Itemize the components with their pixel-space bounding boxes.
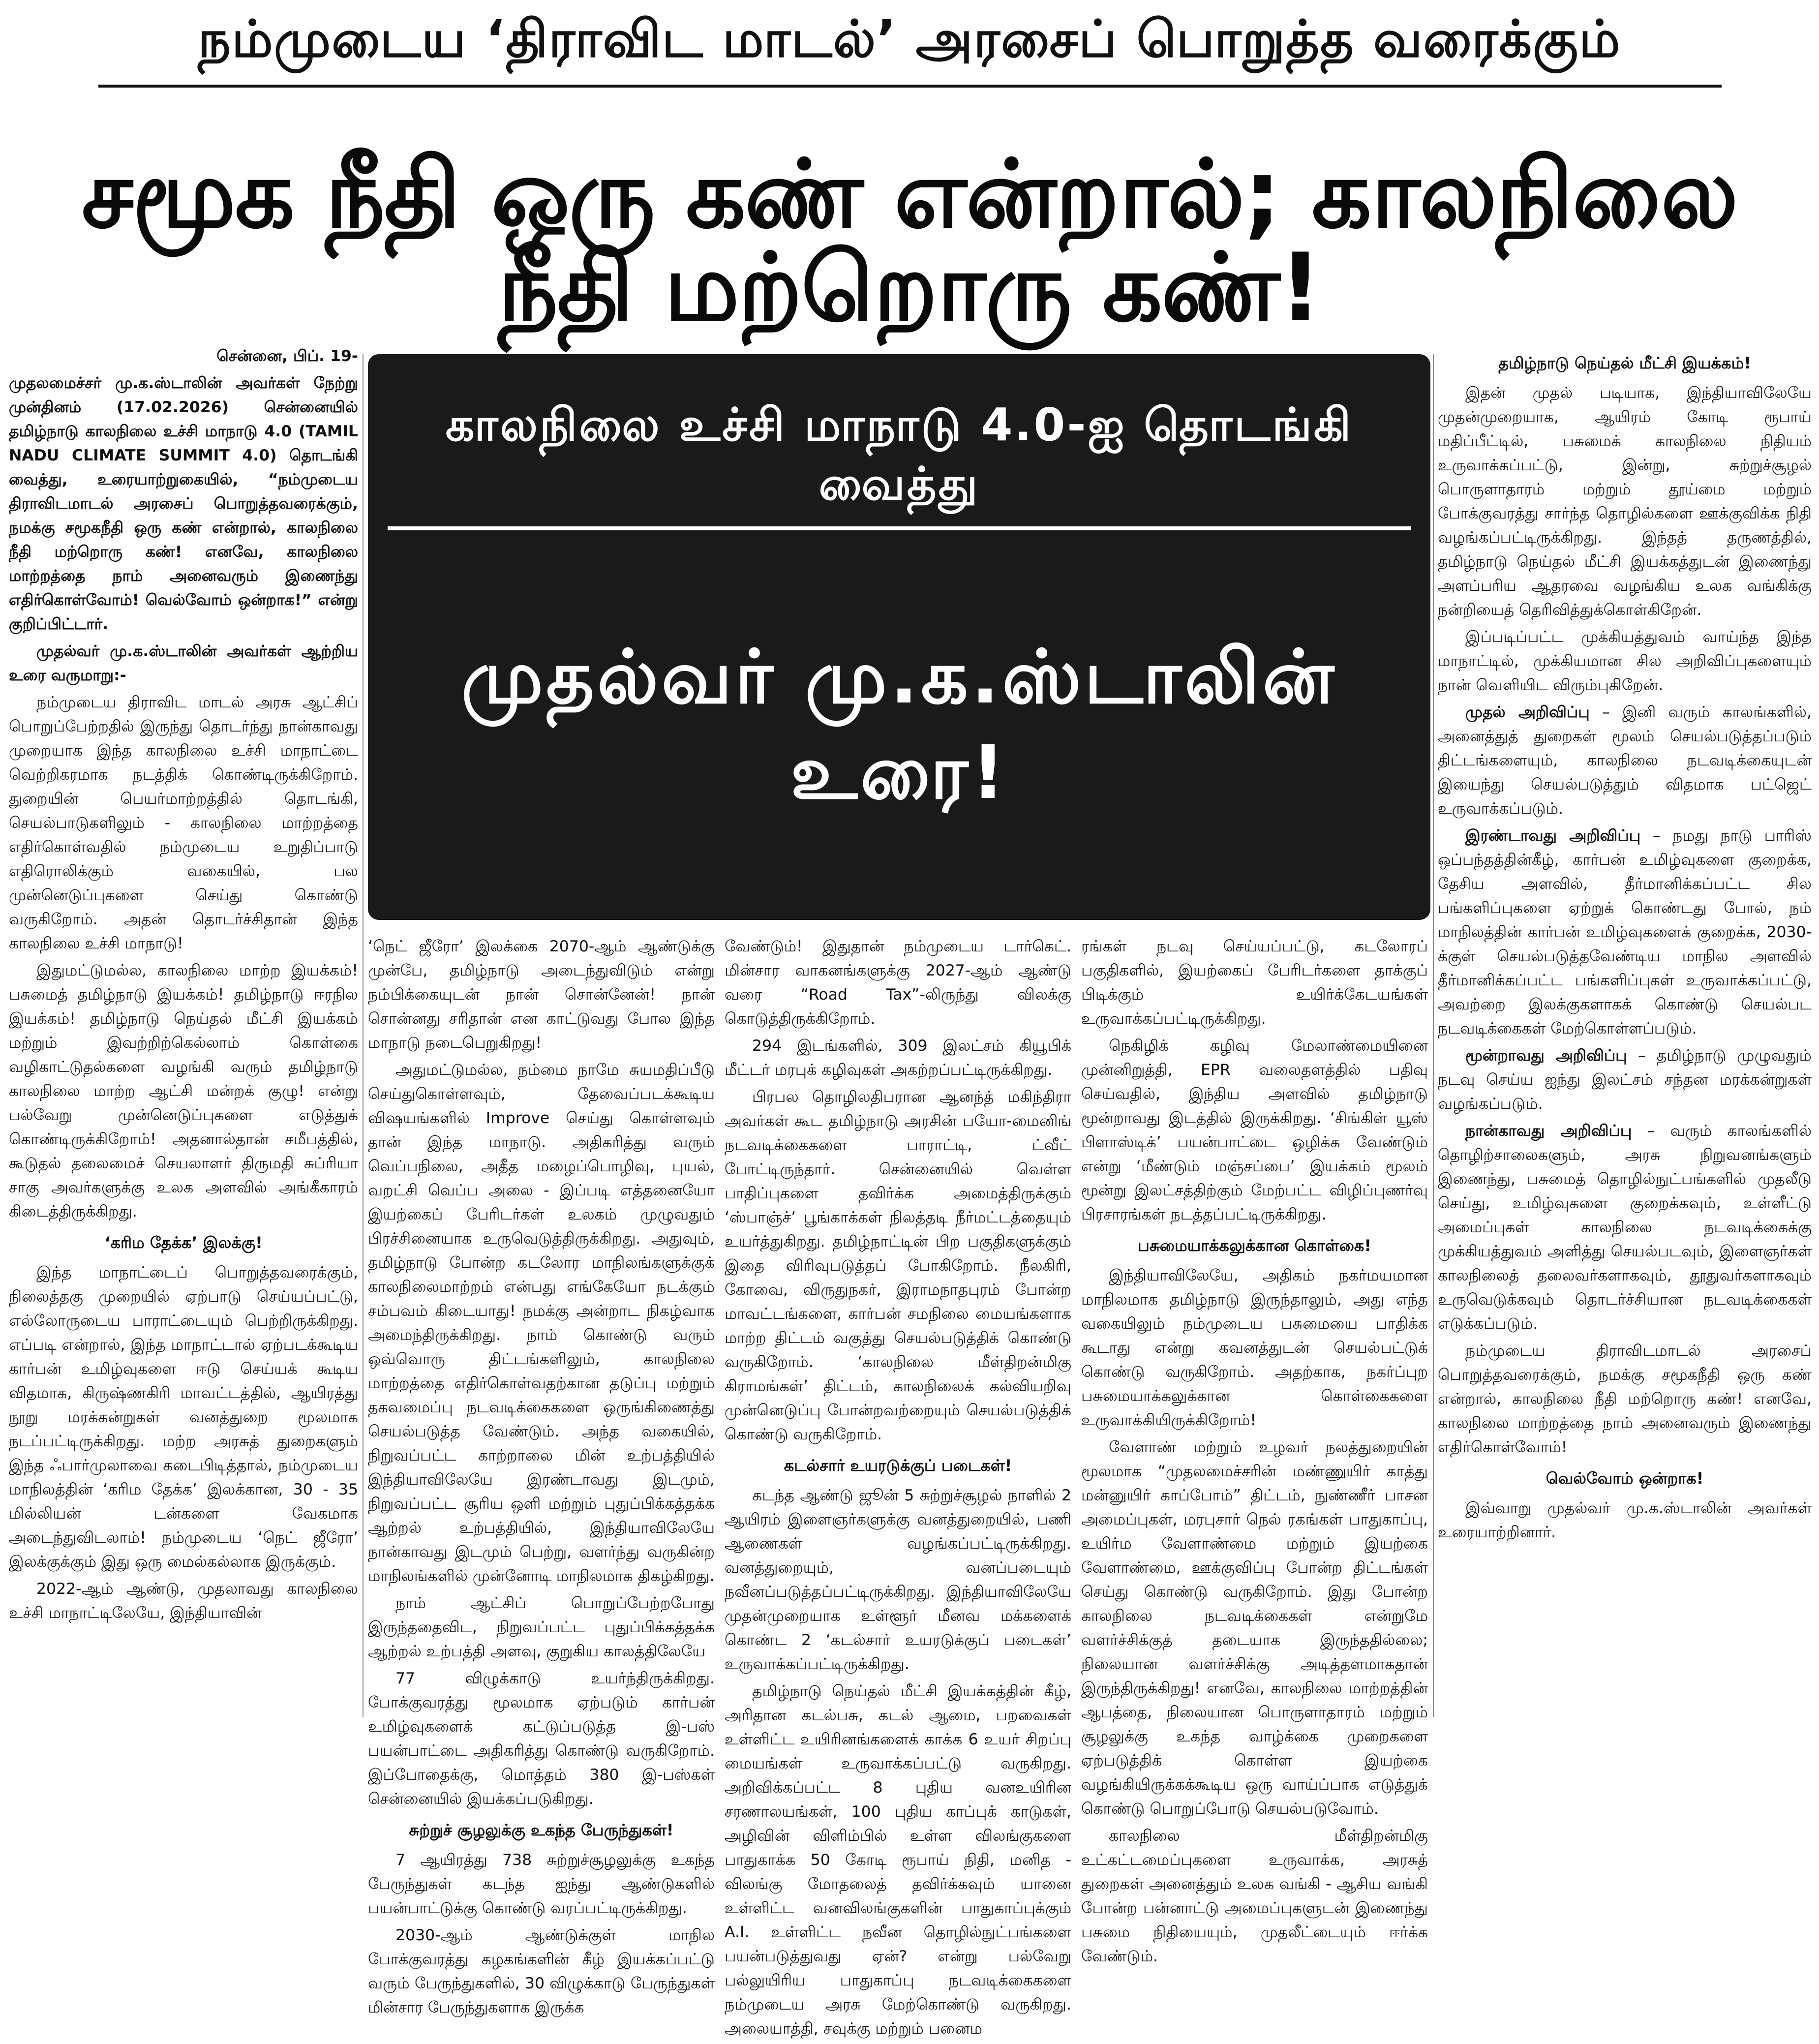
- paragraph: அதுமட்டுமல்ல, நம்மை நாமே சுயமதிப்பீடு செய்துகொள்ளவும், தேவைப்படக்கூடிய விஷயங்களில் Improve செய்து கொள்ளவும் தான் இந்த மாநாடு. அதிகரித்து வரும் வெப்பநிலை, அதீத மழைப்பொழிவு, புயல், வறட்சி வெப்ப அலை - இப்படி எத்தனையோ இயற்கைப் பேரிடர்கள் உலகம் முழுவதும் பிரச்சினையாக உருவெடுத்திருக்கிறது. அதுவும், தமிழ்நாடு போன்ற கடலோர மாநிலங்களுக்குக் காலநிலைமாற்றம் என்பது எங்கேயோ நடக்கும் சம்பவம் கிடையாது! நமக்கு அன்றாட நிகழ்வாக அமைந்திருக்கிறது. நாம் கொண்டு வரும் ஒவ்வொரு திட்டங்களிலும், காலநிலை மாற்றத்தை எதிர்கொள்வதற்கான தடுப்பு மற்றும் தகவமைப்பு நடவடிக்கைகளை ஒருங்கிணைத்து செயல்படுத்த வேண்டும். அந்த வகையில், நிறுவப்பட்ட காற்றாலை மின் உற்பத்தியில் இந்தியாவிலேயே இரண்டாவது இடமும், நிறுவப்பட்ட சூரிய ஒளி மற்றும் புதுப்பிக்கத்தக்க ஆற்றல் உற்பத்தியில், இந்தியாவிலேயே நான்காவது இடமும் பெற்று, வளர்ந்து வருகின்ற மாநிலங்களில் முன்னோடி மாநிலமாக திகழ்கிறது.: [368, 1061, 715, 1585]
- article-column-4: [1081, 935, 1428, 1972]
- paragraph: கடந்த ஆண்டு ஜூன் 5 சுற்றுச்சூழல் நாளில் 2 ஆயிரம் இளைஞர்களுக்கு வனத்துறையில், பணி ஆணைகள் வழங்கப்பட்டிருக்கிறது. வனத்துறையும், வனப்படையும் நவீனப்படுத்தப்பட்டிருக்கிறது. இந்தியாவிலேயே முதன்முறையாக உள்ளூர் மீனவ மக்களைக் கொண்ட 2 ‘கடல்சார் உயரடுக்குப் படைகள்’ உருவாக்கப்பட்டிருக்கிறது.: [725, 1487, 1071, 1673]
- announcement-label: இரண்டாவது அறிவிப்பு: [1465, 827, 1641, 845]
- announcement-label: மூன்றாவது அறிவிப்பு: [1465, 1047, 1627, 1065]
- paragraph: ‘நெட் ஜீரோ’ இலக்கை 2070-ஆம் ஆண்டுக்கு முன்பே, தமிழ்நாடு அடைந்துவிடும் என்று நம்பிக்கையுடன் நான் சொன்னேன்! நான் சொன்னது சரிதான் என காட்டுவது போல இந்த மாநாடு நடைபெறுகிறது!: [368, 938, 715, 1052]
- lead-paragraph: முதலமைச்சர் மு.க.ஸ்டாலின் அவர்கள் நேற்று முன்தினம் (17.02.2026) சென்னையில் தமிழ்நாடு காலநிலை உச்சி மாநாடு 4.0 (TAMIL NADU CLIMATE SUMMIT 4.0) தொடங்கி வைத்து, உரையாற்றுகையில், “நம்முடைய திராவிடமாடல் அரசைப் பொறுத்தவரைக்கும், நமக்கு சமூகநீதி ஒரு கண் என்றால், காலநிலை நீதி மற்றொரு கண்! எனவே, காலநிலை மாற்றத்தை நாம் அனைவரும் இணைந்து எதிர்கொள்வோம்! வெல்வோம் ஒன்றாக!” என்று குறிப்பிட்டார்.: [9, 374, 358, 633]
- paragraph: நெகிழிக் கழிவு மேலாண்மையினை முன்னிறுத்தி, EPR வலைதளத்தில் பதிவு செய்வதில், இந்திய அளவில் தமிழ்நாடு மூன்றாவது இடத்தில் இருக்கிறது. ‘சிங்கிள் யூஸ் பிளாஸ்டிக்’ பயன்பாட்டை ஒழிக்க வேண்டும் என்று ‘மீண்டும் மஞ்சப்பை’ இயக்கம் மூலம் மூன்று இலட்சத்திற்கும் மேற்பட்ட விழிப்புணர்வு பிரசாரங்கள் நடத்தப்பட்டிருக்கிறது.: [1081, 1037, 1428, 1223]
- subheading: தமிழ்நாடு நெய்தல் மீட்சி இயக்கம்!: [1498, 354, 1751, 372]
- announcement-label: நான்காவது அறிவிப்பு: [1465, 1122, 1632, 1140]
- announcement-label: முதல் அறிவிப்பு: [1465, 703, 1590, 721]
- subheading: வெல்வோம் ஒன்றாக!: [1546, 1469, 1704, 1488]
- paragraph: ரங்கள் நடவு செய்யப்பட்டு, கடலோரப் பகுதிகளில், இயற்கைப் பேரிடர்களை தாக்குப் பிடிக்கும் உயிர்க்கேடயங்கள் உருவாக்கப்பட்டிருக்கிறது.: [1081, 938, 1428, 1028]
- article-column-3: [725, 935, 1071, 2044]
- announcement-text: – வரும் காலங்களில் தொழிற்சாலைகளும், அரசு நிறுவனங்களும் இணைந்து, பசுமைத் தொழில்நுட்பங்களில் முதலீடு செய்து, உமிழ்வுகளை குறைக்கவும், உள்ளீட்டு அமைப்புகள் காலநிலை நடவடிக்கைக்கு முக்கியத்துவம் அளித்து செயல்படவும், இளைஞர்கள் காலநிலைத் தலைவர்களாகவும், தூதுவர்களாகவும் உருவெடுக்கவும் தொடர்ச்சியான நடவடிக்கைகள் எடுக்கப்படும்.: [1438, 1122, 1812, 1333]
- paragraph: நாம் ஆட்சிப் பொறுப்பேற்றபோது இருந்ததைவிட, நிறுவப்பட்ட புதுப்பிக்கத்தக்க ஆற்றல் உற்பத்தி அளவு, குறுகிய காலத்திலேயே: [368, 1594, 715, 1660]
- paragraph: தமிழ்நாடு நெய்தல் மீட்சி இயக்கத்தின் கீழ், அரிதான கடல்பசு, கடல் ஆமை, பறவைகள் உள்ளிட்ட உயிரினங்களைக் காக்க 6 உயர் சிறப்பு மையங்கள் உருவாக்கப்பட்டு வருகிறது. அறிவிக்கப்பட்ட 8 புதிய வனஉயிரின சரணாலயங்கள், 100 புதிய காப்புக் காடுகள், அழிவின் விளிம்பில் உள்ள விலங்குகளை பாதுகாக்க 50 கோடி ரூபாய் நிதி, மனித - விலங்கு மோதலைத் தவிர்க்கவும் யானை உள்ளிட்ட வனவிலங்குகளின் பாதுகாப்புக்கும் A.I. உள்ளிட்ட நவீன தொழில்நுட்பங்களை பயன்படுத்துவது ஏன்? என்று பல்வேறு பல்லுயிரிய பாதுகாப்பு நடவடிக்கைகளை நம்முடைய அரசு மேற்கொண்டு வருகிறது. அலையாத்தி, சவுக்கு மற்றும் பனைம: [725, 1682, 1071, 2038]
- article-column-2: [368, 935, 715, 2023]
- paragraph: காலநிலை மீள்திறன்மிகு உட்கட்டமைப்புகளை உருவாக்க, அரசுத் துறைகள் அனைத்தும் உலக வங்கி - ஆசிய வங்கி போன்ற பன்னாட்டு அமைப்புகளுடன் இணைந்து பசுமை நிதியையும், முதலீட்டையும் ஈர்க்க வேண்டும்.: [1081, 1827, 1428, 1965]
- kicker-headline: நம்முடைய ‘திராவிட மாடல்’ அரசைப் பொறுத்த வரைக்கும்: [198, 9, 1621, 69]
- main-headline: சமூக நீதி ஒரு கண் என்றால்; காலநிலை நீதி மற்றொரு கண்!: [81, 140, 1738, 342]
- announcement-4: [1438, 1119, 1812, 1336]
- paragraph: 294 இடங்களில், 309 இலட்சம் கியூபிக் மீட்டர் மரபுக் கழிவுகள் அகற்றப்பட்டிருக்கிறது.: [725, 1037, 1071, 1079]
- paragraph: இதுமட்டுமல்ல, காலநிலை மாற்ற இயக்கம்! பசுமைத் தமிழ்நாடு இயக்கம்! தமிழ்நாடு ஈரநில இயக்கம்! தமிழ்நாடு நெய்தல் மீட்சி இயக்கம் மற்றும் இவற்றிற்கெல்லாம் கொள்கை வழிகாட்டுதல்களை வழங்கி வரும் தமிழ்நாடு காலநிலை மாற்ற ஆட்சி மன்றக் குழு! என்று பல்வேறு முன்னெடுப்புகளை எடுத்துக் கொண்டிருக்கிறோம்! அதனால்தான் சமீபத்தில், கூடுதல் தலைமைச் செயலாளர் திருமதி சுப்ரியா சாகு அவர்களுக்கு உலக அளவில் அங்கீகாரம் கிடைத்திருக்கிறது.: [9, 962, 358, 1220]
- paragraph: 2022-ஆம் ஆண்டு, முதலாவது காலநிலை உச்சி மாநாட்டிலேயே, இந்தியாவின்: [9, 1580, 358, 1622]
- subheading: சுற்றுச் சூழலுக்கு உகந்த பேருந்துகள்!: [409, 1821, 674, 1839]
- article-column-5: [1438, 344, 1812, 1548]
- kicker-rule: [98, 85, 1722, 88]
- paragraph: இப்படிப்பட்ட முக்கியத்துவம் வாய்ந்த இந்த மாநாட்டில், முக்கியமான சில அறிவிப்புகளையும் நான் வெளியிட விரும்புகிறேன்.: [1438, 628, 1812, 694]
- paragraph: பிரபல தொழிலதிபரான ஆனந்த் மகிந்திரா அவர்கள் கூட தமிழ்நாடு அரசின் பயோ-மைனிங் நடவடிக்கைகளை பாராட்டி, ட்வீட் போட்டிருந்தார். சென்னையில் வெள்ள பாதிப்புகளை தவிர்க்க அமைத்திருக்கும் ‘ஸ்பாஞ்ச்’ பூங்காக்கள் நிலத்தடி நீர்மட்டத்தையும் உயர்த்துகிறது. தமிழ்நாட்டின் பிற பகுதிகளுக்கும் இதை விரிவுபடுத்தப் போகிறோம். நீலகிரி, கோவை, விருதுநகர், இராமநாதபுரம் போன்ற மாவட்டங்களை, கார்பன் சமநிலை மையங்களாக மாற்ற திட்டம் வகுத்து செயல்படுத்திக் கொண்டு வருகிறோம். ‘காலநிலை மீள்திறன்மிகு கிராமங்கள்’ திட்டம், காலநிலைக் கல்வியறிவு முன்னெடுப்பு போன்றவற்றையும் செயல்படுத்திக் கொண்டு வருகிறோம்.: [725, 1088, 1071, 1443]
- column-divider: [1433, 354, 1434, 1717]
- article-column-1: [9, 344, 358, 1628]
- panel-rule: [388, 526, 1411, 530]
- subheading: கடல்சார் உயரடுக்குப் படைகள்!: [784, 1456, 1012, 1475]
- panel-subtitle: முதல்வர் மு.க.ஸ்டாலின் உரை!: [461, 635, 1337, 816]
- speech-intro: முதல்வர் மு.க.ஸ்டாலின் அவர்கள் ஆற்றிய உரை வருமாறு:-: [9, 642, 358, 684]
- announcement-3: [1438, 1044, 1812, 1116]
- subheading: ‘கரிம தேக்க’ இலக்கு!: [104, 1233, 263, 1252]
- paragraph: வேளாண் மற்றும் உழவர் நலத்துறையின் மூலமாக “முதலமைச்சரின் மண்ணுயிர் காத்து மன்னுயிர் காப்போம்” திட்டம், நுண்ணீர் பாசன அமைப்புகள், மரபுசார் நெல் ரகங்கள் பாதுகாப்பு, உயிர்ம வேளாண்மை மற்றும் இயற்கை வேளாண்மை, ஊக்குவிப்பு போன்ற திட்டங்கள் செய்து கொண்டு வருகிறோம். இது போன்ற காலநிலை நடவடிக்கைகள் என்றுமே வளர்ச்சிக்குத் தடையாக இருந்ததில்லை; நிலையான வளர்ச்சிக்கு அடித்தளமாகதான் இருந்திருக்கிறது! எனவே, காலநிலை மாற்றத்தின் ஆபத்தை, நிலையான பொருளாதாரம் மற்றும் சூழலுக்கு உகந்த வாழ்க்கை முறைகளை ஏற்படுத்திக் கொள்ள இயற்கை வழங்கியிருக்கக்கூடிய ஒரு வாய்ப்பாக எடுத்துக் கொண்டு பொறுப்போடு செயல்படுவோம்.: [1081, 1438, 1428, 1818]
- paragraph: நம்முடைய திராவிடமாடல் அரசைப் பொறுத்தவரைக்கும், நமக்கு சமூகநீதி ஒரு கண் என்றால், காலநிலை நீதி மற்றொரு கண்! எனவே, காலநிலை மாற்றத்தை நாம் அனைவரும் இணைந்து எதிர்கொள்வோம்!: [1438, 1342, 1812, 1456]
- announcement-2: [1438, 824, 1812, 1041]
- paragraph: இதன் முதல் படியாக, இந்தியாவிலேயே முதன்முறையாக, ஆயிரம் கோடி ரூபாய் மதிப்பீட்டில், பசுமைக் காலநிலை நிதியம் உருவாக்கப்பட்டு, இன்று, சுற்றுச்சூழல் பொருளாதாரம் மற்றும் தூய்மை மற்றும் போக்குவரத்து சார்ந்த தொழில்களை ஊக்குவிக்க நிதி வழங்கப்பட்டிருக்கிறது. இந்தத் தருணத்தில், தமிழ்நாடு நெய்தல் மீட்சி இயக்கத்துடன் இணைந்து அளப்பரிய ஆதரவை வழங்கிய உலக வங்கிக்கு நன்றியைத் தெரிவித்துக்கொள்கிறேன்.: [1438, 384, 1812, 619]
- paragraph: 77 விழுக்காடு உயர்ந்திருக்கிறது. போக்குவரத்து மூலமாக ஏற்படும் கார்பன் உமிழ்வுகளைக் கட்டுப்படுத்த இ-பஸ் பயன்பாட்டை அதிகரித்து கொண்டு வருகிறோம். இப்போதைக்கு, மொத்தம் 380 இ-பஸ்கள் சென்னையில் இயக்கப்படுகிறது.: [368, 1670, 715, 1808]
- paragraph: இந்தியாவிலேயே, அதிகம் நகர்மயமான மாநிலமாக தமிழ்நாடு இருந்தாலும், அது எந்த வகையிலும் நம்முடைய பசுமையை பாதிக்க கூடாது என்று கவனத்துடன் செயல்பட்டுக் கொண்டு வருகிறோம். அதற்காக, நகர்ப்புற பசுமையாக்கலுக்கான கொள்கைகளை உருவாக்கியிருக்கிறோம்!: [1081, 1267, 1428, 1429]
- subheading: பசுமையாக்கலுக்கான கொள்கை!: [1138, 1236, 1371, 1255]
- announcement-text: – தமிழ்நாடு முழுவதும் நடவு செய்ய ஐந்து இலட்சம் சந்தன மரக்கன்றுகள் வழங்கப்படும்.: [1438, 1047, 1812, 1113]
- column-divider: [363, 354, 364, 1717]
- paragraph: வேண்டும்! இதுதான் நம்முடைய டார்கெட். மின்சார வாகனங்களுக்கு 2027-ஆம் ஆண்டு வரை “Road Tax”-லிருந்து விலக்கு கொடுத்திருக்கிறோம்.: [725, 938, 1071, 1028]
- paragraph: இவ்வாறு முதல்வர் மு.க.ஸ்டாலின் அவர்கள் உரையாற்றினார்.: [1438, 1499, 1812, 1541]
- paragraph: 2030-ஆம் ஆண்டுக்குள் மாநில போக்குவரத்து கழகங்களின் கீழ் இயக்கப்பட்டு வரும் பேருந்துகளில், 30 விழுக்காடு பேருந்துகள் மின்சார பேருந்துகளாக இருக்க: [368, 1926, 715, 2016]
- panel-title: காலநிலை உச்சி மாநாடு 4.0-ஐ தொடங்கி வைத்து: [445, 398, 1353, 510]
- paragraph: நம்முடைய திராவிட மாடல் அரசு ஆட்சிப் பொறுப்பேற்றதில் இருந்து தொடர்ந்து நான்காவது முறையாக இந்த காலநிலை உச்சி மாநாட்டை வெற்றிகரமாக நடத்திக் கொண்டிருக்கிறோம். துறையின் பெயர்மாற்றத்தில் தொடங்கி, செயல்பாடுகளிலும் - காலநிலை மாற்றத்தை எதிர்கொள்வதில் நம்முடைய உறுதிப்பாடு எதிரொலிக்கும் வகையில், பல முன்னெடுப்புகளை செய்து கொண்டு வருகிறோம். அதன் தொடர்ச்சிதான் இந்த காலநிலை உச்சி மாநாடு!: [9, 694, 358, 952]
- announcement-text: – நமது நாடு பாரிஸ் ஒப்பந்தத்தின்கீழ், கார்பன் உமிழ்வுகளை குறைக்க, தேசிய அளவில், தீர்மானிக்கப்பட்ட சில பங்களிப்புகளை ஏற்றுக் கொண்டது போல், நம் மாநிலத்தின் கார்பன் உமிழ்வுகளைக் குறைக்க, 2030-க்குள் செயல்படுத்தவேண்டிய மாநில அளவில் தீர்மானிக்கப்பட்ட பங்களிப்புகள் உருவாக்கப்பட்டு, அவற்றை இலக்குகளாகக் கொண்டு செயல்பட நடவடிக்கைகள் மேற்கொள்ளப்படும்.: [1438, 827, 1812, 1037]
- panel-inner: [388, 379, 1411, 895]
- paragraph: 7 ஆயிரத்து 738 சுற்றுச்சூழலுக்கு உகந்த பேருந்துகள் கடந்த ஐந்து ஆண்டுகளில் பயன்பாட்டுக்கு கொண்டு வரப்பட்டிருக்கிறது.: [368, 1851, 715, 1917]
- headline-panel: [368, 354, 1430, 920]
- announcement-1: [1438, 701, 1812, 821]
- dateline: சென்னை, பிப். 19-: [216, 347, 358, 365]
- announcement-text: – இனி வரும் காலங்களில், அனைத்துத் துறைகள் மூலம் செயல்படுத்தப்படும் திட்டங்களையும், காலநிலை நடவடிக்கையுடன் இயைந்து செயல்படுத்தும் விதமாக பட்ஜெட் உருவாக்கப்படும்.: [1438, 703, 1812, 818]
- paragraph: இந்த மாநாட்டைப் பொறுத்தவரைக்கும், நிலைத்தகு முறையில் ஏற்பாடு செய்யப்பட்டு, எல்லோருடைய பாராட்டையும் பெற்றிருக்கிறது. எப்படி என்றால், இந்த மாநாட்டால் ஏற்படக்கூடிய கார்பன் உமிழ்வுகளை ஈடு செய்யக் கூடிய விதமாக, கிருஷ்ணகிரி மாவட்டத்தில், ஆயிரத்து நூறு மரக்கன்றுகள் வனத்துறை மூலமாக நடப்பட்டிருக்கிறது. மற்ற அரசுத் துறைகளும் இந்த ஃபார்முலாவை கடைபிடித்தால், நம்முடைய மாநிலத்தின் ‘கரிம தேக்க’ இலக்கான, 30 - 35 மில்லியன் டன்களை வேகமாக அடைந்துவிடலாம்! நம்முடைய ‘நெட் ஜீரோ’ இலக்குக்கும் இது ஒரு மைல்கல்லாக இருக்கும்.: [9, 1264, 358, 1571]
